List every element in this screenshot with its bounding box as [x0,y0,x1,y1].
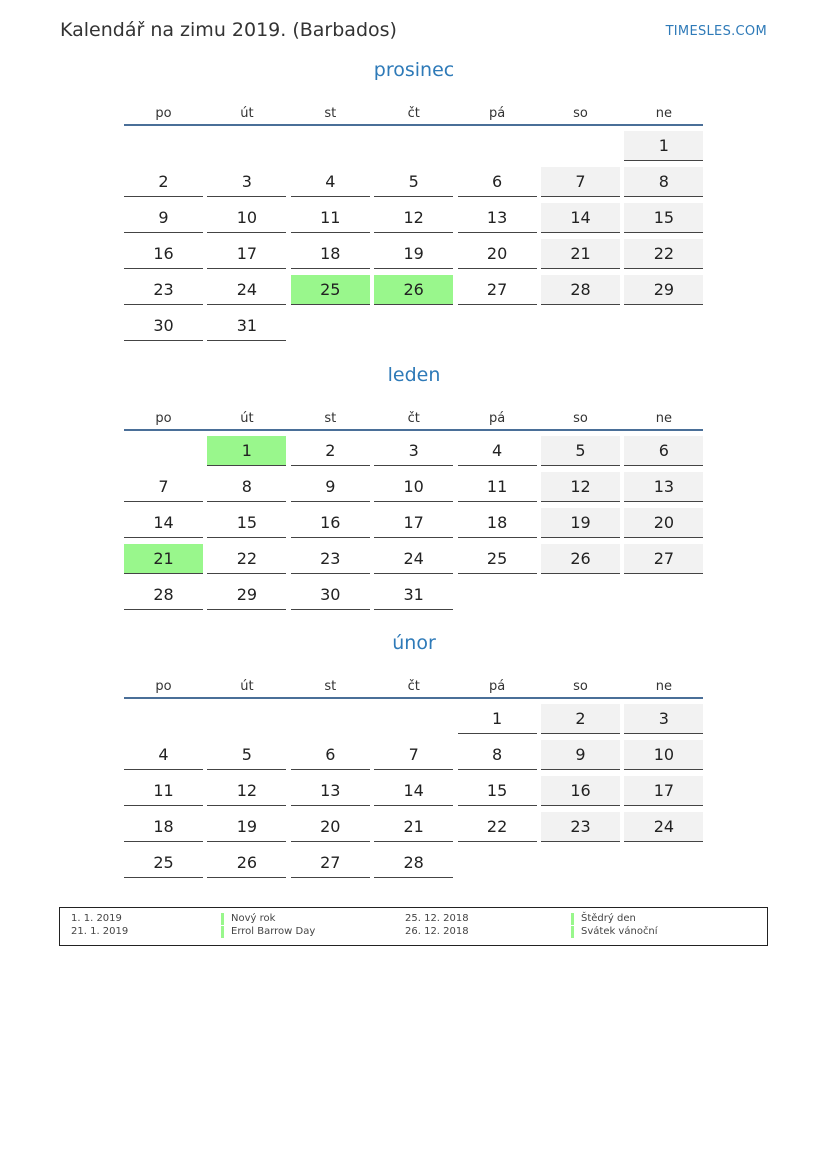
header-rule [124,697,703,699]
weekday-label: čt [407,411,420,426]
day-cell: 16 [291,508,370,538]
day-cell: 4 [124,740,203,770]
weekday-label: pá [488,106,506,121]
day-cell: 25 [458,544,537,574]
day-cell: 22 [624,239,703,269]
day-cell: 27 [291,848,370,878]
day-cell: 27 [624,544,703,574]
header-rule [124,429,703,431]
day-cell: 7 [124,472,203,502]
day-cell: 25 [124,848,203,878]
holiday-day-cell: 25 [291,275,370,305]
day-cell: 30 [124,311,203,341]
day-cell: 23 [124,275,203,305]
day-cell: 14 [374,776,453,806]
day-cell: 5 [374,167,453,197]
month-block [124,59,704,335]
month-block [124,632,704,872]
day-cell: 12 [541,472,620,502]
day-cell: 15 [458,776,537,806]
weekday-label: po [155,679,172,694]
day-cell: 20 [291,812,370,842]
day-cell: 21 [374,812,453,842]
day-cell: 7 [374,740,453,770]
page-title: Kalendář na zimu 2019. (Barbados) [60,19,397,41]
day-cell: 11 [291,203,370,233]
day-cell: 31 [207,311,286,341]
day-cell: 3 [374,436,453,466]
day-cell: 17 [624,776,703,806]
day-cell: 12 [207,776,286,806]
month-name: prosinec [373,59,455,81]
day-cell: 23 [291,544,370,574]
day-cell: 1 [624,131,703,161]
day-cell: 8 [458,740,537,770]
day-cell: 19 [374,239,453,269]
day-cell: 13 [458,203,537,233]
brand-link[interactable]: TIMESLES.COM [665,24,767,39]
day-cell: 6 [458,167,537,197]
weekday-header [124,679,704,699]
weekday-label: st [324,411,337,426]
day-cell: 18 [124,812,203,842]
day-cell: 5 [541,436,620,466]
day-cell: 15 [207,508,286,538]
day-cell: 18 [291,239,370,269]
header-rule [124,124,703,126]
day-cell: 2 [124,167,203,197]
day-cell: 12 [374,203,453,233]
weekday-label: pá [488,411,506,426]
legend-date: 25. 12. 2018 [405,913,469,924]
legend-holiday-name: Štědrý den [571,913,636,925]
holiday-day-cell: 21 [124,544,203,574]
day-cell: 17 [207,239,286,269]
day-cell: 11 [124,776,203,806]
day-cell: 21 [541,239,620,269]
day-cell: 23 [541,812,620,842]
month-block [124,364,704,604]
legend-date: 26. 12. 2018 [405,926,469,937]
day-cell: 3 [207,167,286,197]
legend-holiday-name: Nový rok [221,913,275,925]
day-cell: 17 [374,508,453,538]
weekday-label: so [573,411,588,426]
day-cell: 29 [624,275,703,305]
day-cell: 6 [624,436,703,466]
day-cell: 3 [624,704,703,734]
holiday-day-cell: 1 [207,436,286,466]
weekday-label: st [324,679,337,694]
day-cell: 24 [374,544,453,574]
day-cell: 13 [291,776,370,806]
day-cell: 28 [124,580,203,610]
weekday-label: po [155,411,172,426]
month-name: únor [392,632,436,654]
day-cell: 10 [207,203,286,233]
day-cell: 28 [541,275,620,305]
legend-date: 21. 1. 2019 [71,926,129,937]
day-cell: 4 [291,167,370,197]
day-cell: 28 [374,848,453,878]
day-cell: 9 [291,472,370,502]
weekday-label: čt [407,679,420,694]
weekday-label: po [155,106,172,121]
day-cell: 7 [541,167,620,197]
day-cell: 15 [624,203,703,233]
day-cell: 5 [207,740,286,770]
weekday-label: čt [407,106,420,121]
weekday-label: st [324,106,337,121]
day-cell: 14 [124,508,203,538]
weekday-label: so [573,106,588,121]
day-cell: 14 [541,203,620,233]
day-cell: 27 [458,275,537,305]
weekday-label: út [240,679,254,694]
day-cell: 8 [624,167,703,197]
weekday-label: ne [655,411,673,426]
day-cell: 9 [124,203,203,233]
weekday-label: ne [655,679,673,694]
day-cell: 10 [374,472,453,502]
day-cell: 13 [624,472,703,502]
day-cell: 26 [207,848,286,878]
weekday-label: út [240,106,254,121]
day-cell: 20 [458,239,537,269]
day-cell: 4 [458,436,537,466]
weekday-label: pá [488,679,506,694]
day-cell: 29 [207,580,286,610]
day-cell: 26 [541,544,620,574]
day-cell: 30 [291,580,370,610]
day-cell: 10 [624,740,703,770]
legend-holiday-name: Errol Barrow Day [221,926,315,938]
holiday-legend [59,907,768,946]
weekday-header [124,106,704,126]
day-cell: 16 [541,776,620,806]
day-cell: 24 [207,275,286,305]
day-cell: 9 [541,740,620,770]
legend-holiday-name: Svátek vánoční [571,926,658,938]
day-cell: 19 [541,508,620,538]
day-cell: 18 [458,508,537,538]
day-cell: 1 [458,704,537,734]
weekday-label: ne [655,106,673,121]
legend-date: 1. 1. 2019 [71,913,122,924]
day-cell: 6 [291,740,370,770]
holiday-day-cell: 26 [374,275,453,305]
day-cell: 22 [458,812,537,842]
day-cell: 16 [124,239,203,269]
day-cell: 11 [458,472,537,502]
month-name: leden [387,364,441,386]
day-cell: 22 [207,544,286,574]
weekday-label: so [573,679,588,694]
weekday-header [124,411,704,431]
day-cell: 20 [624,508,703,538]
weekday-label: út [240,411,254,426]
day-cell: 2 [291,436,370,466]
day-cell: 31 [374,580,453,610]
day-cell: 19 [207,812,286,842]
day-cell: 2 [541,704,620,734]
day-cell: 24 [624,812,703,842]
day-cell: 8 [207,472,286,502]
